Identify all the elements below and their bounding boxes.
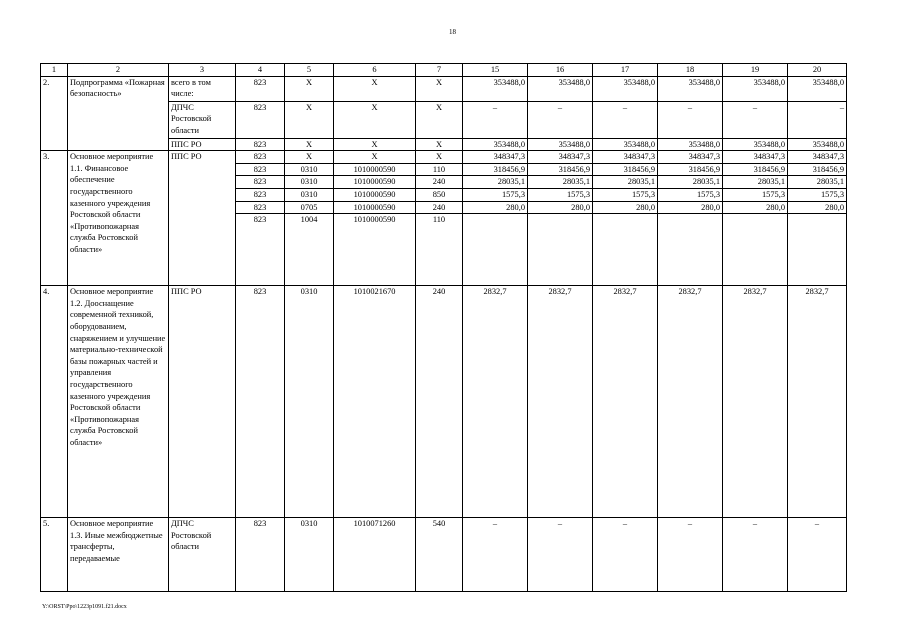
cell-c7: 240 — [416, 201, 463, 214]
row-name: Основное мероприятие 1.3. Иные межбюджетные трансферты, передаваемые — [68, 518, 169, 592]
value-cell: – — [788, 101, 847, 138]
cell-c4: 823 — [236, 201, 285, 214]
cell-c6: 1010000590 — [334, 188, 416, 201]
value-cell — [593, 214, 658, 286]
value-cell: 2832,7 — [463, 286, 528, 518]
header-cell: 16 — [528, 64, 593, 77]
header-cell: 6 — [334, 64, 416, 77]
value-cell: – — [528, 101, 593, 138]
cell-c4: 823 — [236, 286, 285, 518]
cell-c4: 823 — [236, 188, 285, 201]
value-cell: 348347,3 — [723, 151, 788, 164]
cell-c4: 823 — [236, 138, 285, 151]
value-cell: 28035,1 — [723, 176, 788, 189]
cell-c6: 1010000590 — [334, 201, 416, 214]
cell-c4: 823 — [236, 163, 285, 176]
header-cell: 7 — [416, 64, 463, 77]
header-cell: 2 — [68, 64, 169, 77]
budget-table — [40, 63, 847, 592]
value-cell: – — [658, 518, 723, 592]
value-cell: – — [463, 518, 528, 592]
value-cell: 348347,3 — [788, 151, 847, 164]
cell-c7: 240 — [416, 286, 463, 518]
cell-c5: Х — [285, 138, 334, 151]
table-row — [41, 151, 847, 164]
value-cell: 1575,3 — [463, 188, 528, 201]
value-cell: 28035,1 — [658, 176, 723, 189]
value-cell: 280,0 — [723, 201, 788, 214]
value-cell: 1575,3 — [658, 188, 723, 201]
cell-c4: 823 — [236, 101, 285, 138]
value-cell — [528, 214, 593, 286]
cell-c7: Х — [416, 138, 463, 151]
cell-c5: Х — [285, 151, 334, 164]
value-cell: 1575,3 — [528, 188, 593, 201]
table-row — [41, 76, 847, 101]
value-cell: 1575,3 — [723, 188, 788, 201]
row-name: Подпрограмма «Пожарная безопасность» — [68, 76, 169, 151]
row-number: 4. — [41, 286, 68, 518]
cell-c6: 1010021670 — [334, 286, 416, 518]
cell-c7: 240 — [416, 176, 463, 189]
value-cell: 280,0 — [463, 201, 528, 214]
cell-c7: 540 — [416, 518, 463, 592]
value-cell: 353488,0 — [788, 138, 847, 151]
value-cell: 353488,0 — [658, 138, 723, 151]
value-cell: 353488,0 — [528, 138, 593, 151]
value-cell: 28035,1 — [593, 176, 658, 189]
value-cell: 353488,0 — [658, 76, 723, 101]
value-cell — [463, 214, 528, 286]
header-cell: 15 — [463, 64, 528, 77]
value-cell: 353488,0 — [593, 138, 658, 151]
cell-c7: Х — [416, 76, 463, 101]
value-cell: 280,0 — [788, 201, 847, 214]
value-cell: 348347,3 — [658, 151, 723, 164]
row-number: 2. — [41, 76, 68, 151]
document-path-footer: Y:\ORST\Ppo\1223p1091.f21.docx — [42, 604, 127, 610]
value-cell: – — [463, 101, 528, 138]
value-cell: 353488,0 — [528, 76, 593, 101]
value-cell: 348347,3 — [463, 151, 528, 164]
cell-c4: 823 — [236, 518, 285, 592]
value-cell: 28035,1 — [463, 176, 528, 189]
value-cell: 318456,9 — [723, 163, 788, 176]
value-cell: 2832,7 — [528, 286, 593, 518]
value-cell: 353488,0 — [593, 76, 658, 101]
cell-c5: 0310 — [285, 176, 334, 189]
cell-c7: Х — [416, 151, 463, 164]
table-row — [41, 286, 847, 518]
value-cell: 280,0 — [593, 201, 658, 214]
executor: всего в том числе: — [169, 76, 236, 101]
header-cell: 17 — [593, 64, 658, 77]
value-cell: 318456,9 — [788, 163, 847, 176]
cell-c5: 0310 — [285, 188, 334, 201]
value-cell: – — [788, 518, 847, 592]
value-cell: 348347,3 — [593, 151, 658, 164]
value-cell: 353488,0 — [788, 76, 847, 101]
cell-c6: 1010071260 — [334, 518, 416, 592]
cell-c7: 110 — [416, 214, 463, 286]
row-name: Основное мероприятие 1.1. Финансовое обеспечение государственного казенного учреждения Ростовской области «Противопожарная служба Ростовской области» — [68, 151, 169, 286]
header-cell: 18 — [658, 64, 723, 77]
header-cell: 1 — [41, 64, 68, 77]
header-cell: 4 — [236, 64, 285, 77]
cell-c5: 1004 — [285, 214, 334, 286]
value-cell: 318456,9 — [463, 163, 528, 176]
value-cell: 280,0 — [528, 201, 593, 214]
value-cell: – — [528, 518, 593, 592]
cell-c5: 0310 — [285, 286, 334, 518]
header-cell: 5 — [285, 64, 334, 77]
row-number: 5. — [41, 518, 68, 592]
executor: ППС РО — [169, 151, 236, 286]
value-cell: 2832,7 — [723, 286, 788, 518]
header-row — [41, 64, 847, 77]
value-cell: 1575,3 — [788, 188, 847, 201]
page-number: 18 — [449, 28, 456, 36]
cell-c4: 823 — [236, 76, 285, 101]
value-cell — [658, 214, 723, 286]
cell-c5: Х — [285, 101, 334, 138]
value-cell — [723, 214, 788, 286]
cell-c7: 110 — [416, 163, 463, 176]
value-cell: 353488,0 — [463, 138, 528, 151]
cell-c4: 823 — [236, 151, 285, 164]
row-name: Основное мероприятие 1.2. Дооснащение современной техникой, оборудованием, снаряжением и улучшение материально-технической базы пожарных частей и управления государственного казенного учреждения Ростовской области «Противопожарная служба Ростовской области» — [68, 286, 169, 518]
header-cell: 3 — [169, 64, 236, 77]
cell-c6: Х — [334, 101, 416, 138]
value-cell: 353488,0 — [723, 76, 788, 101]
header-cell: 20 — [788, 64, 847, 77]
executor: ДПЧС Ростовской области — [169, 101, 236, 138]
value-cell: 348347,3 — [528, 151, 593, 164]
header-cell: 19 — [723, 64, 788, 77]
value-cell: 2832,7 — [658, 286, 723, 518]
row-number: 3. — [41, 151, 68, 286]
cell-c5: 0310 — [285, 518, 334, 592]
value-cell: – — [658, 101, 723, 138]
cell-c5: 0705 — [285, 201, 334, 214]
value-cell: – — [593, 101, 658, 138]
value-cell: 318456,9 — [528, 163, 593, 176]
cell-c4: 823 — [236, 176, 285, 189]
value-cell: 2832,7 — [788, 286, 847, 518]
cell-c6: 1010000590 — [334, 176, 416, 189]
executor: ППС РО — [169, 286, 236, 518]
cell-c5: Х — [285, 76, 334, 101]
value-cell: 280,0 — [658, 201, 723, 214]
value-cell: 353488,0 — [463, 76, 528, 101]
executor: ППС РО — [169, 138, 236, 151]
cell-c4: 823 — [236, 214, 285, 286]
value-cell — [788, 214, 847, 286]
cell-c6: Х — [334, 151, 416, 164]
cell-c6: 1010000590 — [334, 163, 416, 176]
value-cell: – — [723, 518, 788, 592]
cell-c6: 1010000590 — [334, 214, 416, 286]
executor: ДПЧС Ростовской области — [169, 518, 236, 592]
value-cell: 28035,1 — [528, 176, 593, 189]
value-cell: 2832,7 — [593, 286, 658, 518]
value-cell: 28035,1 — [788, 176, 847, 189]
cell-c7: 850 — [416, 188, 463, 201]
value-cell: – — [723, 101, 788, 138]
value-cell: 318456,9 — [658, 163, 723, 176]
cell-c7: Х — [416, 101, 463, 138]
value-cell: 318456,9 — [593, 163, 658, 176]
cell-c6: Х — [334, 76, 416, 101]
cell-c6: Х — [334, 138, 416, 151]
value-cell: 1575,3 — [593, 188, 658, 201]
value-cell: 353488,0 — [723, 138, 788, 151]
table-row — [41, 518, 847, 592]
cell-c5: 0310 — [285, 163, 334, 176]
value-cell: – — [593, 518, 658, 592]
